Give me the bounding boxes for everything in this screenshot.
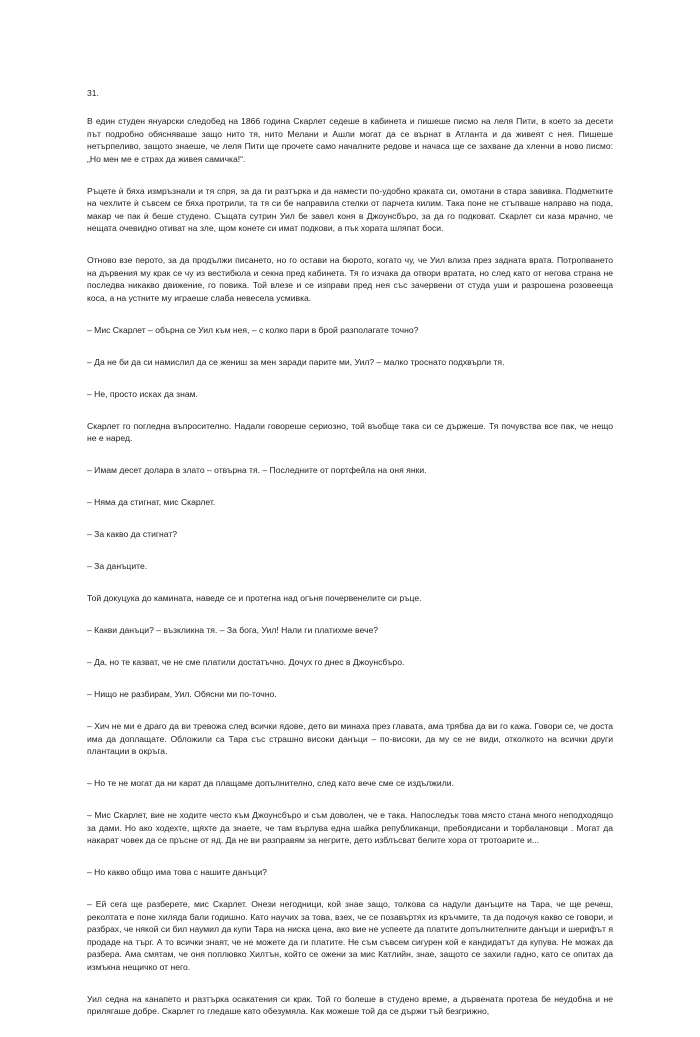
paragraph: – Нищо не разбирам, Уил. Обясни ми по-точно. xyxy=(87,689,277,699)
paragraph: Той докуцука до камината, наведе се и протегна над огъня почервенелите си ръце. xyxy=(87,593,422,603)
paragraph: – Да, но те казват, че не сме платили достатъчно. Дочух го днес в Джоунсбъро. xyxy=(87,657,405,667)
paragraph: В един студен януарски следобед на 1866 година Скарлет седеше в кабинета и пишеше писмо на леля Пити, в което за десети път подробно обясняваше защо нито тя, нито Мелани и Ашли могат да се върнат в Атланта и да живеят с нея. Пишеше нетърпеливо, защото знаеше, че леля Пити ще прочете само началните редове и начаса ще се захване да хленчи в ново писмо: „Но мен ме е страх да живея самичка!“. xyxy=(87,116,613,164)
paragraph: – Но те не могат да ни карат да плащаме допълнително, след като вече сме се издължили. xyxy=(87,778,454,788)
paragraph: – Ей сега ще разберете, мис Скарлет. Онези негодници, кой знае защо, толкова са надули данъците на Тара, че ще речеш, реколтата е поне хиляда бали годишно. Като научих за това, взех, че се позавъртях из кръчмите, та да подочуя какво се говори, и разбрах, че някой си бил наумил да купи Тара на ниска цена, ако вие не успеете да платите допълнителните данъци и шерифът я продаде на търг. А то всички знаят, че не можете да ги платите. Не съм съвсем сигурен кой е кандидатът да купува. Не можах да разбера. Ама смятам, че оня поплювко Хилтън, който се ожени за мис Катлийн, знае, защото се захили гадно, като се опитах да измъкна нещичко от него. xyxy=(87,899,613,972)
paragraph: Уил седна на канапето и разтърка осакатения си крак. Той го болеше в студено време, а дървената протеза бе неудобна и не прилягаше добре. Скарлет го гледаше като обезумяла. Как можеше той да се държи тъй безгрижно, xyxy=(87,993,613,1016)
paragraph: – Да не би да си намислил да се жениш за мен заради парите ми, Уил? – малко троснато подхвърли тя. xyxy=(87,356,505,367)
paragraph: – Няма да стигнат, мис Скарлет. xyxy=(87,497,216,507)
body-text xyxy=(87,115,613,1037)
paragraph: – За данъците. xyxy=(87,561,148,571)
paragraph: – Имам десет долара в злато – отвърна тя. – Последните от портфейла на оня янки. xyxy=(87,465,427,475)
paragraph: Отново взе перото, за да продължи писането, но го остави на бюрото, когато чу, че Уил влиза през задната врата. Потропването на дървения му крак се чу из вестибюла и секна пред кабинета. Тя го изчака да отвори вратата, но след като от негова страна не последва никакво движение, го повика. Той влезе и се изправи пред нея със зачервени от студа уши и разрошена розовееща коса, а на устните му играеше слаба невесела усмивка. xyxy=(87,255,613,303)
paragraph: – Мис Скарлет – обърна се Уил към нея, – с колко пари в брой разполагате точно? xyxy=(87,324,419,335)
paragraph: – Какви данъци? – възкликна тя. – За бога, Уил! Нали ги платихме вече? xyxy=(87,625,378,635)
paragraph: – Не, просто исках да знам. xyxy=(87,388,198,399)
paragraph: – Хич не ми е драго да ви тревожа след всички ядове, дето ви минаха през главата, ама трябва да ви го кажа. Говори се, че доста има да доплащате. Обложили са Тара със страшно високи данъци – по-високи, да му се не види, отколкото на всички други плантации в окръга. xyxy=(87,721,613,756)
paragraph: – Мис Скарлет, вие не ходите често към Джоунсбъро и съм доволен, че е така. Напоследък това място стана много неподходящо за дами. Но ако ходехте, щяхте да знаете, че там върлува една шайка републиканци, пребоядисани и торбалановци . Могат да накарат човек да се пръсне от яд. Да не ви разправям за негрите, дето изблъсват белите хора от тротоарите и... xyxy=(87,810,613,845)
paragraph: – Но какво общо има това с нашите данъци? xyxy=(87,867,267,877)
page-number: 31. xyxy=(87,88,99,98)
paragraph: Ръцете ѝ бяха измръзнали и тя спря, за да ги разтърка и да намести по-удобно краката си, омотани в стара завивка. Подметките на чехлите ѝ съвсем се бяха протрили, та тя си бе направила стелки от парчета килим. Така поне не стъпваше направо на пода, макар че пак ѝ беше студено. Същата сутрин Уил бе завел коня в Джоунсбъро, за да го подковат. Скарлет си каза мрачно, че нещата очевидно отиват на зле, щом конете си имат подкови, а пък хората шляпат боси. xyxy=(87,185,613,233)
paragraph: – За какво да стигнат? xyxy=(87,529,178,539)
paragraph: Скарлет го погледна въпросително. Надали говореше сериозно, той въобще така си се държеше. Тя почувства все пак, че нещо не е наред. xyxy=(87,420,613,443)
